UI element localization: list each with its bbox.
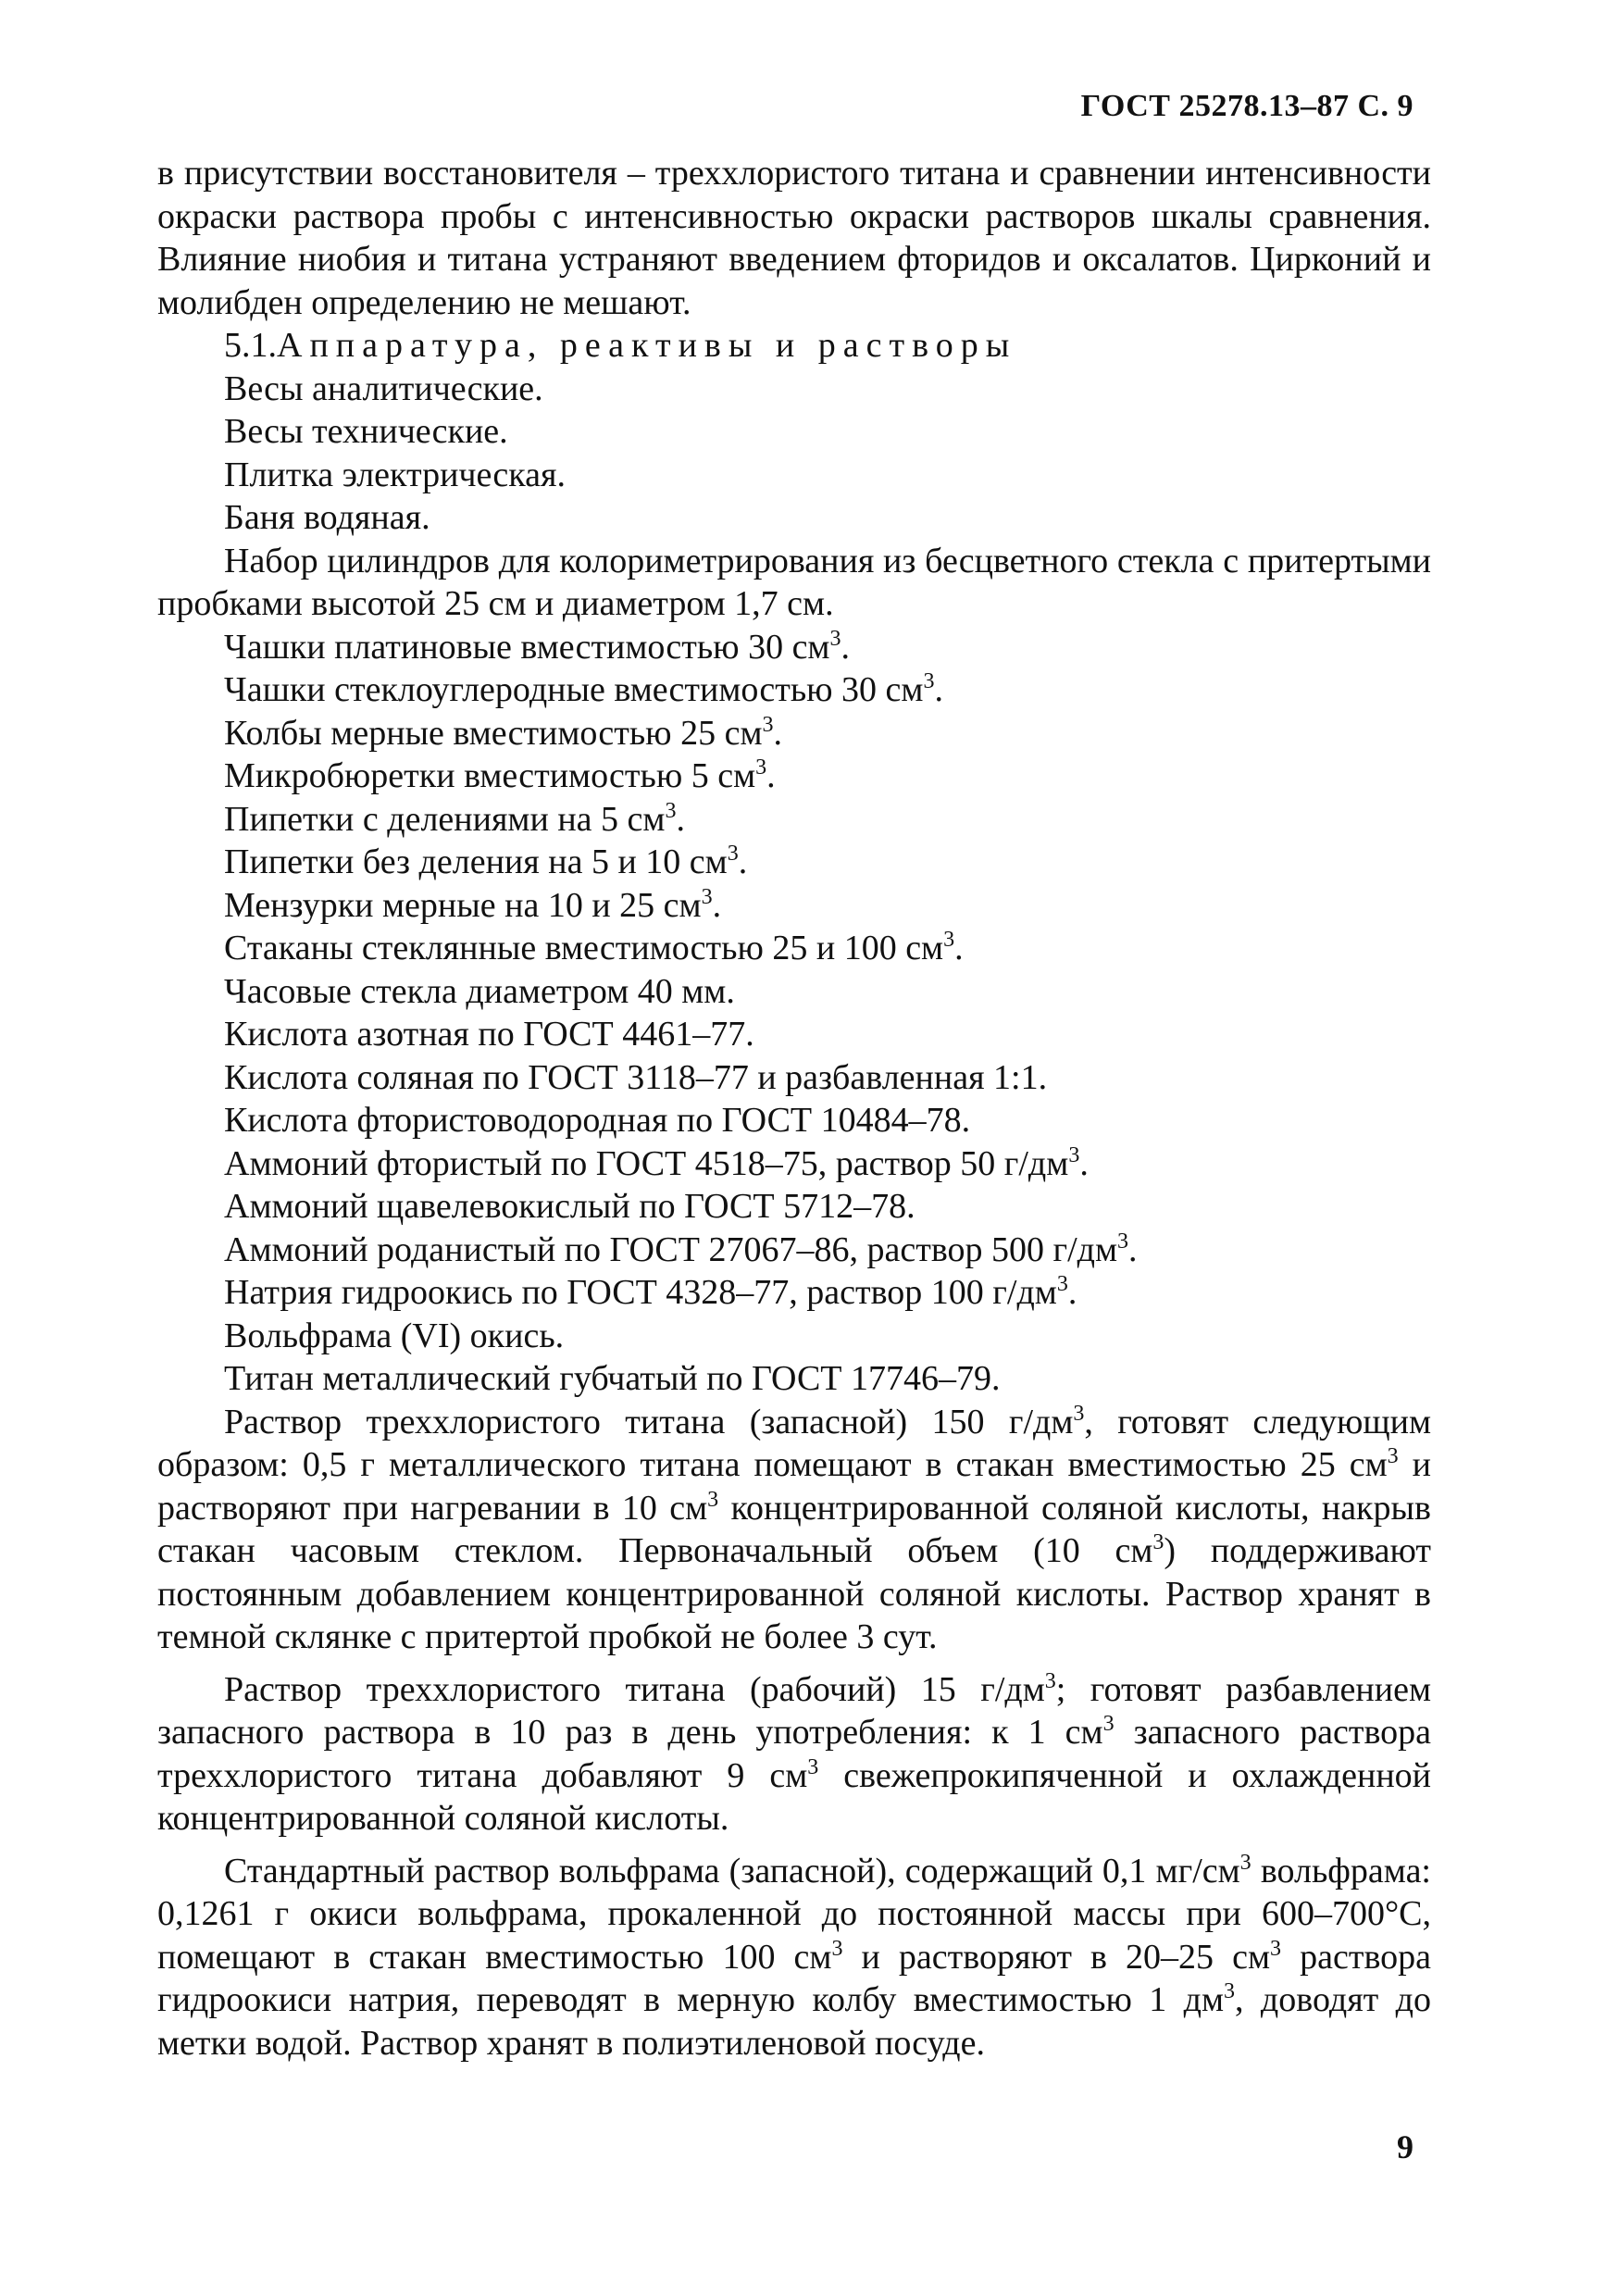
list-item: Мензурки мерные на 10 и 25 $см^3$.: [224, 884, 722, 925]
list-item: Аммоний щавелевокислый по ГОСТ 5712–78.: [224, 1187, 915, 1226]
section-title: Аппаратура, реактивы и растворы: [277, 326, 1017, 365]
list-item: Кислота соляная по ГОСТ 3118–77 и разбавленная 1:1.: [224, 1057, 1048, 1097]
list-item: Аммоний фтористый по ГОСТ 4518–75, раствор 50 $г/дм^3$.: [224, 1142, 1089, 1183]
equipment-item: Весы технические.: [224, 412, 508, 451]
reagents-list: [157, 626, 1431, 1401]
list-item: Аммоний роданистый по ГОСТ 27067–86, раствор 500 $г/дм^3$.: [224, 1229, 1138, 1269]
cylinders-paragraph: Набор цилиндров для колориметрирования из бесцветного стекла с притертыми пробками высотой 25 см и диаметром 1,7 см.: [157, 541, 1431, 623]
section-number: 5.1.: [224, 326, 277, 365]
intro-paragraph: в присутствии восстановителя – треххлористого титана и сравнении интенсивности окраски раствора пробы с интенсивностью окраски растворов шкалы сравнения. Влияние ниобия и титана устраняют введением фторидов и оксалатов. Цирконий и молибден определению не мешают.: [157, 154, 1431, 322]
list-item: Вольфрама (VI) окись.: [224, 1316, 565, 1355]
list-item: Натрия гидроокись по ГОСТ 4328–77, раствор 100 $г/дм^3$.: [224, 1272, 1077, 1312]
list-item: Пипетки с делениями на 5 $см^3$.: [224, 798, 685, 839]
list-item: Стаканы стеклянные вместимостью 25 и 100 $см^3$.: [224, 928, 964, 967]
list-item: Колбы мерные вместимостью 25 $см^3$.: [224, 712, 782, 753]
list-item: Чашки платиновые вместимостью 30 $см^3$.: [224, 626, 850, 667]
page-header: ГОСТ 25278.13–87 С. 9: [1080, 89, 1414, 123]
list-item: Кислота азотная по ГОСТ 4461–77.: [224, 1015, 754, 1054]
equipment-list: [157, 368, 1431, 540]
titanium-working-paragraph: Раствор треххлористого титана (рабочий) 15 $г/дм^3$; готовят разбавлением запасного раствора в 10 раз в день употребления: к 1 $см^3$ запасного раствора треххлористого титана добавляют 9 $см^3$ свежепрокипяченной и охлажденной концентрированной соляной кислоты.: [157, 1668, 1431, 1838]
section-heading: [157, 324, 1431, 368]
page-number: 9: [1397, 2128, 1414, 2165]
document-body: [157, 152, 1431, 2065]
equipment-item: Весы аналитические.: [224, 368, 543, 408]
list-item: Часовые стекла диаметром 40 мм.: [224, 971, 735, 1011]
equipment-item: Баня водяная.: [224, 498, 430, 537]
list-item: Титан металлический губчатый по ГОСТ 17746–79.: [224, 1359, 1001, 1398]
list-item: Кислота фтористоводородная по ГОСТ 10484–78.: [224, 1101, 971, 1140]
tungsten-standard-paragraph: Стандартный раствор вольфрама (запасной), содержащий 0,1 $мг/см^3$ вольфрама: 0,1261 г окиси вольфрама, прокаленной до постоянной массы при 600–700°С, помещают в стакан вместимостью 100 $см^3$ и растворяют в 20–25 $см^3$ раствора гидроокиси натрия, переводят в мерную колбу вместимостью 1 $дм^3$, доводят до метки водой. Раствор хранят в полиэтиленовой посуде.: [157, 1850, 1431, 2063]
equipment-item: Плитка электрическая.: [224, 455, 566, 494]
list-item: Микробюретки вместимостью 5 $см^3$.: [224, 755, 776, 795]
titanium-stock-paragraph: Раствор треххлористого титана (запасной) 150 $г/дм^3$, готовят следующим образом: 0,5 г металлического титана помещают в стакан вместимостью 25 $см^3$ и растворяют при нагревании в 10 $см^3$ концентрированной соляной кислоты, накрыв стакан часовым стеклом. Первоначальный объем (10 $см^3$) поддерживают постоянным добавлением концентрированной соляной кислоты. Раствор хранят в темной склянке с притертой пробкой не более 3 сут.: [157, 1401, 1432, 1656]
list-item: Пипетки без деления на 5 и 10 $см^3$.: [224, 842, 748, 881]
list-item: Чашки стеклоуглеродные вместимостью 30 $см^3$.: [224, 669, 943, 709]
